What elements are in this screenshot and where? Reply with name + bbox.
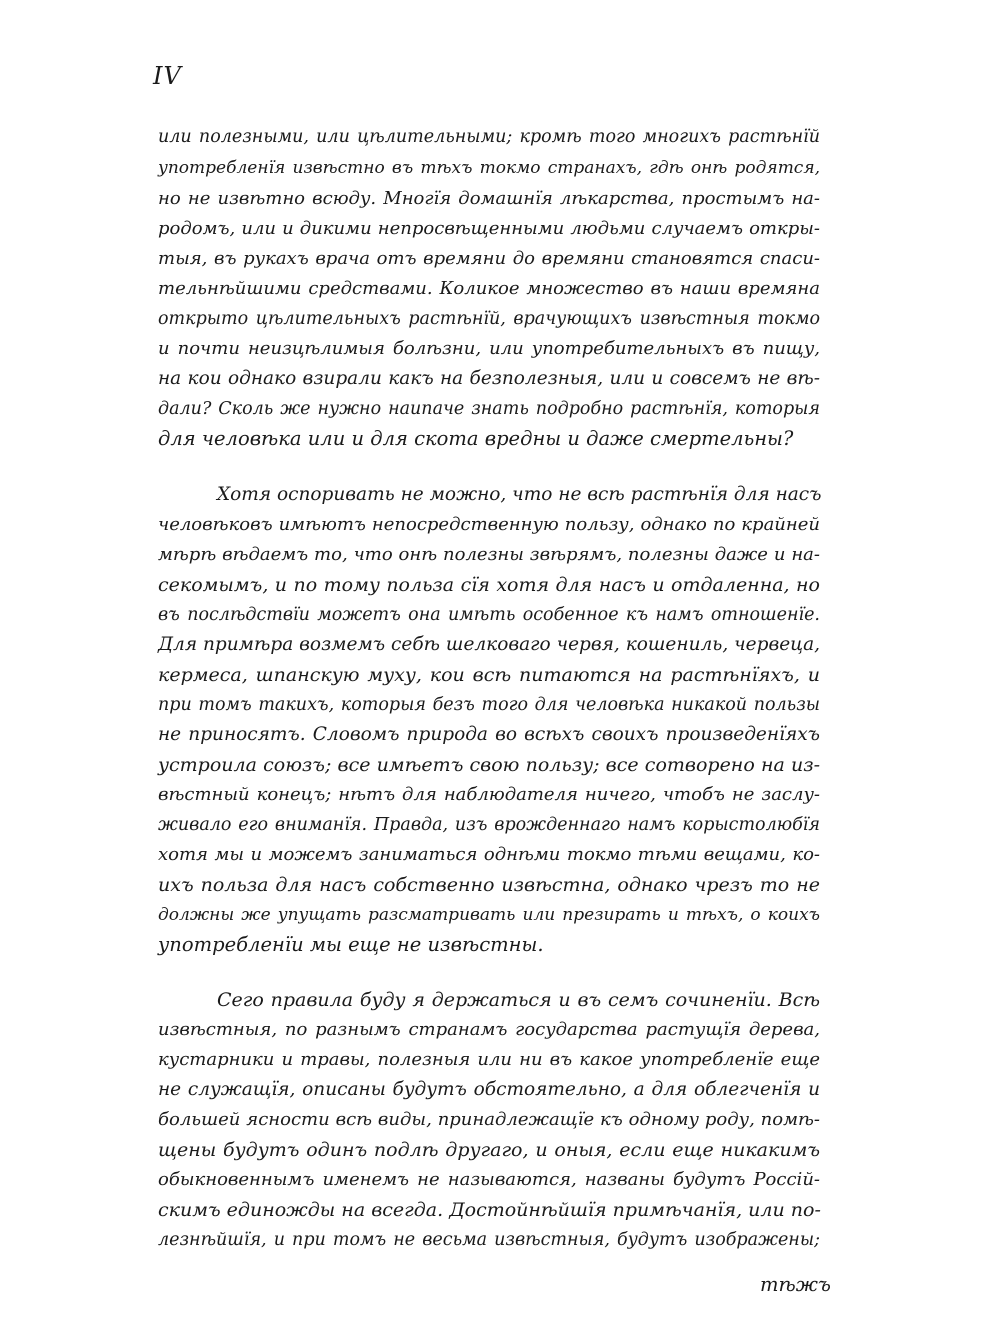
text-line: не приносятъ. Словомъ природа во всѣхъ своихъ произведенїяхъ bbox=[158, 724, 820, 745]
text-line: большей ясности всѣ виды, принадлежащїе къ одному роду, помѣ- bbox=[158, 1109, 820, 1130]
text-line: для человѣка или и для скота вредны и даже смертельны? bbox=[158, 427, 794, 450]
text-line: живало его вниманїя. Правда, изъ врожденнаго намъ корыстолюбїя bbox=[158, 815, 820, 835]
catchword: тѣжъ bbox=[760, 1273, 831, 1296]
text-line: но не извѣтно всюду. Многїя домашнїя лѣкарства, простымъ на- bbox=[158, 188, 820, 209]
text-line: скимъ единожды на всегда. Достойнѣйшїя примѣчанїя, или по- bbox=[158, 1199, 821, 1221]
page-number: IV bbox=[153, 62, 182, 90]
text-line: и почти неизцѣлимыя болѣзни, или употребительныхъ въ пищу, bbox=[158, 338, 820, 359]
text-line: тельнѣйшими средствами. Коликое множество въ наши времяна bbox=[158, 278, 820, 299]
text-line: употребленїи мы еще не извѣстны. bbox=[158, 933, 544, 956]
text-line: въ послѣдствїи можетъ она имѣть особенное къ намъ отношенїе. bbox=[158, 605, 820, 625]
text-line: обыкновеннымъ именемъ не называются, названы будутъ Россiй- bbox=[158, 1169, 820, 1190]
text-line: секомымъ, и по тому польза сїя хотя для насъ и отдаленна, но bbox=[158, 574, 820, 596]
text-line: родомъ, или и дикими непросвѣщенными людьми случаемъ откры- bbox=[158, 218, 820, 239]
text-line: мѣрѣ вѣдаемъ то, что онѣ полезны звѣрямъ, полезны даже и на- bbox=[158, 544, 820, 565]
text-line: вѣстный конецъ; нѣтъ для наблюдателя ничего, чтобъ не заслу- bbox=[158, 784, 820, 805]
text-line: при томъ такихъ, которыя безъ того для человѣка никакой пользы bbox=[158, 695, 820, 715]
text-line: извѣстныя, по разнымъ странамъ государства растущїя дерева, bbox=[158, 1019, 820, 1040]
text-line: ихъ польза для насъ собственно извѣстна, однако чрезъ то не bbox=[158, 874, 820, 896]
text-line: Для примѣра возмемъ себѣ шелковаго червя, кошениль, червеца, bbox=[158, 634, 820, 655]
text-line: кустарники и травы, полезныя или ни въ какое употребленїе еще bbox=[158, 1049, 820, 1070]
text-line: употребленїя извѣстно въ тѣхъ токмо странахъ, гдѣ онѣ родятся, bbox=[158, 158, 820, 178]
text-line: Хотя оспоривать не можно, что не всѣ растѣнїя для насъ bbox=[217, 484, 822, 505]
text-line: или полезными, или цѣлительными; кромѣ того многихъ растѣнїй bbox=[158, 127, 820, 147]
text-line: устроила союзъ; все имѣетъ свою пользу; все сотворено на из- bbox=[158, 754, 820, 776]
text-line: человѣковъ имѣютъ непосредственную пользу, однако по крайней bbox=[158, 514, 820, 535]
text-line: щены будутъ одинъ подлѣ другаго, и оныя, если еще никакимъ bbox=[158, 1139, 820, 1161]
text-line: хотя мы и можемъ заниматься однѣми токмо тѣми вещами, ко- bbox=[158, 844, 820, 865]
text-line: Сего правила буду я держаться и въ семъ сочиненїи. Всѣ bbox=[217, 989, 820, 1011]
text-line: на кои однако взирали какъ на безполезныя, или и совсемъ не вѣ- bbox=[158, 368, 820, 389]
text-line: дали? Сколь же нужно наипаче знать подробно растѣнїя, которыя bbox=[158, 399, 820, 419]
text-line: кермеса, шпанскую муху, кои всѣ питаются на растѣнїяхъ, и bbox=[158, 664, 820, 686]
text-line: тыя, въ рукахъ врача отъ времяни до времяни становятся спаси- bbox=[158, 248, 820, 269]
text-line: должны же упущать разсматривать или презирать и тѣхъ, о коихъ bbox=[158, 905, 820, 925]
text-line: лезнѣйшїя, и при томъ не весьма извѣстныя, будутъ изображены; bbox=[158, 1230, 820, 1250]
text-line: не служащїя, описаны будутъ обстоятельно, а для облегченїя и bbox=[158, 1079, 820, 1100]
text-line: открыто цѣлительныхъ растѣнїй, врачующихъ извѣстныя токмо bbox=[158, 309, 820, 329]
